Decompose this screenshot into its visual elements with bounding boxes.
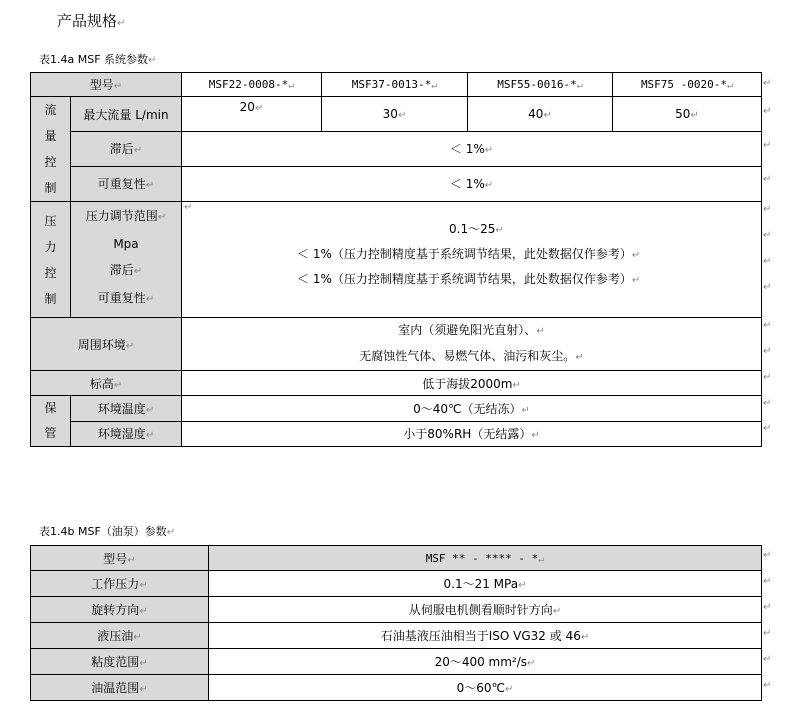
altitude-value: 低于海拔2000m↵ [182, 371, 762, 396]
table-row-label: 旋转方向↵ [31, 597, 209, 623]
hysteresis-label: 滞后↵ [71, 132, 182, 166]
temperature-value: 0～40℃（无结冻）↵ [182, 396, 762, 422]
model-cell: MSF55-0016-*↵ [468, 73, 613, 97]
page-title: 产品规格↵ [57, 12, 126, 30]
humidity-label: 环境湿度↵ [71, 421, 182, 447]
table-row-value: 20～400 mm²/s↵ [209, 649, 762, 675]
table-row-value: 从伺服电机侧看顺时针方向↵ [209, 597, 762, 623]
temperature-label: 环境温度↵ [71, 396, 182, 422]
ambient-line: 无腐蚀性气体、易燃气体、油污和灰尘。↵ [359, 349, 584, 363]
table-row-label: 油温范围↵ [31, 675, 209, 701]
pressure-repeatability-value: ＜ 1%（压力控制精度基于系统调节结果，此处数据仅作参考）↵ [297, 272, 641, 286]
max-flow-value: 30↵ [322, 97, 468, 132]
model-header-cell: 型号↵ [31, 73, 182, 97]
pressure-control-group-cell: 压 力 控 制 [31, 202, 71, 318]
ambient-line: 室内（须避免阳光直射）、↵ [398, 323, 545, 337]
system-params-table [30, 72, 762, 447]
pressure-hysteresis-label: 滞后↵ [109, 263, 143, 277]
repeatability-value: ＜ 1%↵ [182, 166, 762, 201]
pressure-repeatability-label: 可重复性↵ [97, 291, 155, 305]
table-a-caption: 表1.4a MSF 系统参数↵ [39, 53, 157, 66]
table-row-label: 型号↵ [31, 546, 209, 571]
table-row-label: 工作压力↵ [31, 571, 209, 597]
table-row-label: 液压油↵ [31, 623, 209, 649]
table-b-caption: 表1.4b MSF（油泵）参数↵ [39, 525, 176, 538]
pressure-labels-cell [71, 202, 182, 318]
pressure-range-label: 压力调节范围↵ [85, 209, 167, 223]
ambient-label: 周围环境↵ [31, 318, 182, 371]
max-flow-value: 50↵ [613, 97, 762, 132]
table-row-value: MSF ** - **** - *↵ [209, 546, 762, 571]
table-row-label: 粘度范围↵ [31, 649, 209, 675]
max-flow-value: 40↵ [468, 97, 613, 132]
storage-group-cell: 保 管 [31, 396, 71, 447]
model-cell: MSF22-0008-*↵ [182, 73, 322, 97]
altitude-label: 标高↵ [31, 371, 182, 396]
humidity-value: 小于80%RH（无结露）↵ [182, 421, 762, 447]
repeatability-label: 可重复性↵ [71, 166, 182, 201]
pump-params-table [30, 545, 762, 701]
pressure-values-cell: ↵ 0.1～25↵ ＜ 1%（压力控制精度基于系统调节结果，此处数据仅作参考）↵ ＜ 1%（压力控制精度基于系统调节结果，此处数据仅作参考）↵ [182, 202, 762, 318]
model-cell: MSF37-0013-*↵ [322, 73, 468, 97]
pressure-hysteresis-value: ＜ 1%（压力控制精度基于系统调节结果，此处数据仅作参考）↵ [297, 247, 641, 261]
flow-control-group-cell: 流 量 控 制 [31, 97, 71, 202]
max-flow-label: 最大流量 L/min [71, 97, 182, 132]
pressure-range-value: 0.1～25↵ [449, 222, 504, 236]
table-row-value: 石油基液压油相当于ISO VG32 或 46↵ [209, 623, 762, 649]
ambient-value [182, 318, 762, 371]
table-row-value: 0～60℃↵ [209, 675, 762, 701]
model-cell: MSF75 -0020-*↵ [613, 73, 762, 97]
pressure-unit-label: Mpa [113, 237, 139, 251]
hysteresis-value: ＜ 1%↵ [182, 132, 762, 166]
table-row-value: 0.1～21 MPa↵ [209, 571, 762, 597]
max-flow-value: 20↵ [182, 97, 322, 132]
